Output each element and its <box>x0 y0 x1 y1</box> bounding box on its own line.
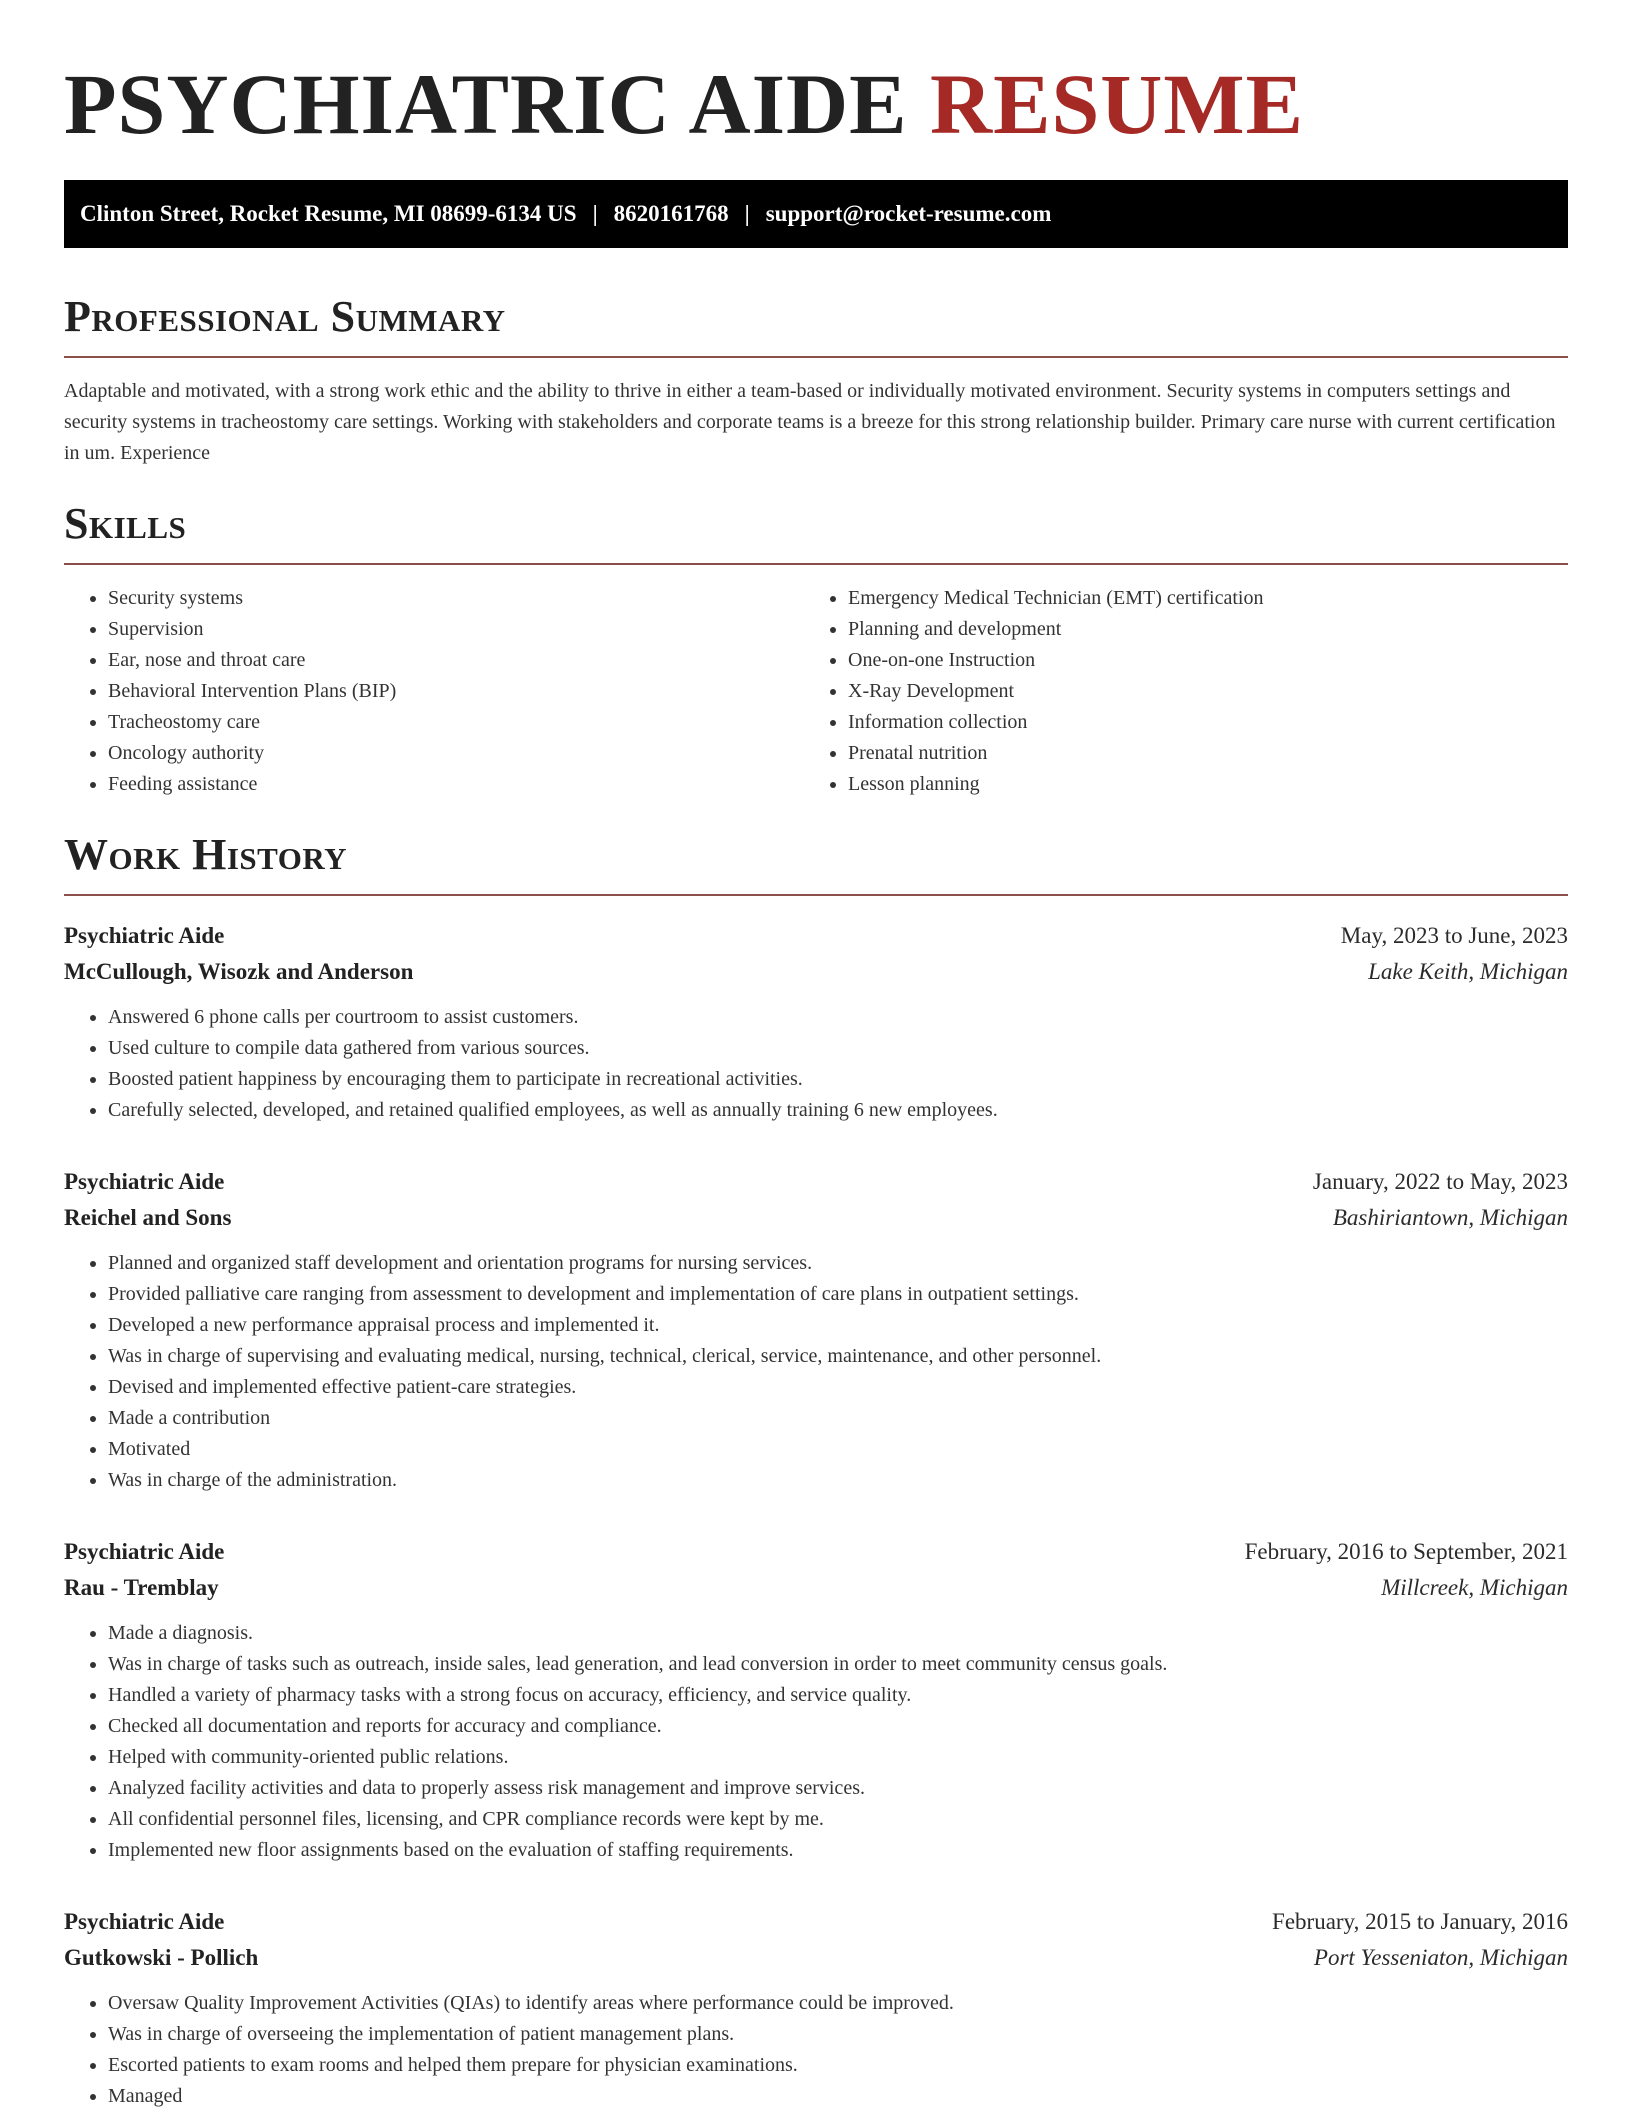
job-role: Psychiatric Aide <box>64 1909 225 1934</box>
job-bullet: • Handled a variety of pharmacy tasks with a strong focus on accuracy, efficiency, and service quality. <box>108 1680 1568 1711</box>
skill-item: • Ear, nose and throat care <box>108 645 804 676</box>
section-divider <box>64 563 1568 565</box>
job-bullet: • Escorted patients to exam rooms and helped them prepare for physician examinations. <box>108 2050 1568 2081</box>
job-bullet: • Made a contribution <box>108 1403 1568 1434</box>
job-company: McCullough, Wisozk and Anderson <box>64 959 414 984</box>
skills-heading: Skills <box>64 499 187 548</box>
skill-item: • Oncology authority <box>108 738 804 769</box>
job-bullet: • Was in charge of tasks such as outreach, inside sales, lead generation, and lead conversion in order to meet community census goals. <box>108 1649 1568 1680</box>
skill-item: • Emergency Medical Technician (EMT) certification <box>848 583 1544 614</box>
job-bullet: • Analyzed facility activities and data to properly assess risk management and improve services. <box>108 1773 1568 1804</box>
job-company: Reichel and Sons <box>64 1205 232 1230</box>
job-dates: February, 2015 to January, 2016 <box>1272 1909 1568 1934</box>
job-bullet: • Boosted patient happiness by encouraging them to participate in recreational activities. <box>108 1064 1568 1095</box>
job-company-row <box>64 1200 1568 1236</box>
job-company: Gutkowski - Pollich <box>64 1945 259 1970</box>
job-location: Millcreek, Michigan <box>1381 1575 1568 1600</box>
skill-item: • Lesson planning <box>848 769 1544 800</box>
contact-phone: 8620161768 <box>613 201 729 226</box>
skill-item: • Tracheostomy care <box>108 707 804 738</box>
job-entry <box>64 1534 1568 1866</box>
summary-section <box>64 292 1568 469</box>
job-bullet: • Planned and organized staff development and orientation programs for nursing services. <box>108 1248 1568 1279</box>
summary-heading: Professional Summary <box>64 292 506 341</box>
skill-item: • Planning and development <box>848 614 1544 645</box>
job-bullet: • Used culture to compile data gathered from various sources. <box>108 1033 1568 1064</box>
contact-email: support@rocket-resume.com <box>765 201 1052 226</box>
job-bullet: • Answered 6 phone calls per courtroom to assist customers. <box>108 1002 1568 1033</box>
job-dates: January, 2022 to May, 2023 <box>1312 1169 1568 1194</box>
job-location: Bashiriantown, Michigan <box>1332 1205 1568 1230</box>
title-accent: RESUME <box>930 56 1304 152</box>
skills-columns <box>64 583 1568 800</box>
job-entry <box>64 918 1568 1126</box>
job-bullet: • Oversaw Quality Improvement Activities (QIAs) to identify areas where performance could be improved. <box>108 1988 1568 2019</box>
job-role: Psychiatric Aide <box>64 923 225 948</box>
job-location: Port Yesseniaton, Michigan <box>1313 1945 1568 1970</box>
skills-list-right <box>804 583 1544 800</box>
job-bullet: • Checked all documentation and reports for accuracy and compliance. <box>108 1711 1568 1742</box>
job-entry <box>64 1164 1568 1496</box>
work-history-heading: Work History <box>64 830 348 879</box>
job-location: Lake Keith, Michigan <box>1368 959 1568 984</box>
job-bullet: • Carefully selected, developed, and retained qualified employees, as well as annually training 6 new employees. <box>108 1095 1568 1126</box>
job-bullet: • Was in charge of supervising and evaluating medical, nursing, technical, clerical, service, maintenance, and other personnel. <box>108 1341 1568 1372</box>
skill-item: • Security systems <box>108 583 804 614</box>
section-divider <box>64 894 1568 896</box>
job-bullet: • Devised and implemented effective patient-care strategies. <box>108 1372 1568 1403</box>
job-role: Psychiatric Aide <box>64 1539 225 1564</box>
job-bullets <box>64 1618 1568 1866</box>
job-bullet: • Developed a new performance appraisal process and implemented it. <box>108 1310 1568 1341</box>
job-bullet: • Provided palliative care ranging from assessment to development and implementation of care plans in outpatient settings. <box>108 1279 1568 1310</box>
resume-title <box>64 58 1568 150</box>
job-role: Psychiatric Aide <box>64 1169 225 1194</box>
job-bullet: • Implemented new floor assignments based on the evaluation of staffing requirements. <box>108 1835 1568 1866</box>
job-company-row <box>64 1570 1568 1606</box>
job-bullet: • Managed <box>108 2081 1568 2112</box>
job-bullets <box>64 1988 1568 2112</box>
skills-list-left <box>64 583 804 800</box>
skill-item: • One-on-one Instruction <box>848 645 1544 676</box>
job-dates: May, 2023 to June, 2023 <box>1340 923 1568 948</box>
skill-item: • Feeding assistance <box>108 769 804 800</box>
contact-separator: | <box>592 201 598 226</box>
contact-address: Clinton Street, Rocket Resume, MI 08699-6134 US <box>80 201 577 226</box>
job-header-row <box>64 1904 1568 1940</box>
skills-section <box>64 499 1568 800</box>
job-bullet: • Made a diagnosis. <box>108 1618 1568 1649</box>
job-dates: February, 2016 to September, 2021 <box>1244 1539 1568 1564</box>
job-entry <box>64 1904 1568 2112</box>
job-header-row <box>64 1534 1568 1570</box>
job-company: Rau - Tremblay <box>64 1575 219 1600</box>
job-header-row <box>64 918 1568 954</box>
job-company-row <box>64 954 1568 990</box>
skill-item: • Supervision <box>108 614 804 645</box>
skill-item: • X-Ray Development <box>848 676 1544 707</box>
job-bullets <box>64 1002 1568 1126</box>
section-divider <box>64 356 1568 358</box>
contact-separator: | <box>744 201 750 226</box>
skill-item: • Information collection <box>848 707 1544 738</box>
job-header-row <box>64 1164 1568 1200</box>
skill-item: • Behavioral Intervention Plans (BIP) <box>108 676 804 707</box>
job-bullet: • Helped with community-oriented public relations. <box>108 1742 1568 1773</box>
contact-bar <box>64 180 1568 248</box>
job-bullet: • All confidential personnel files, licensing, and CPR compliance records were kept by me. <box>108 1804 1568 1835</box>
job-bullets <box>64 1248 1568 1496</box>
work-history-section <box>64 830 1568 2112</box>
job-bullet: • Was in charge of overseeing the implementation of patient management plans. <box>108 2019 1568 2050</box>
job-bullet: • Motivated <box>108 1434 1568 1465</box>
job-company-row <box>64 1940 1568 1976</box>
skill-item: • Prenatal nutrition <box>848 738 1544 769</box>
summary-text: Adaptable and motivated, with a strong work ethic and the ability to thrive in either a team-based or individually motivated environment. Security systems in computers settings and security systems in tracheostomy care settings. Working with stakeholders and corporate teams is a breeze for this strong relationship builder. Primary care nurse with current certification in um. Experience <box>64 380 1556 464</box>
job-bullet: • Was in charge of the administration. <box>108 1465 1568 1496</box>
title-main: PSYCHIATRIC AIDE <box>64 56 908 152</box>
